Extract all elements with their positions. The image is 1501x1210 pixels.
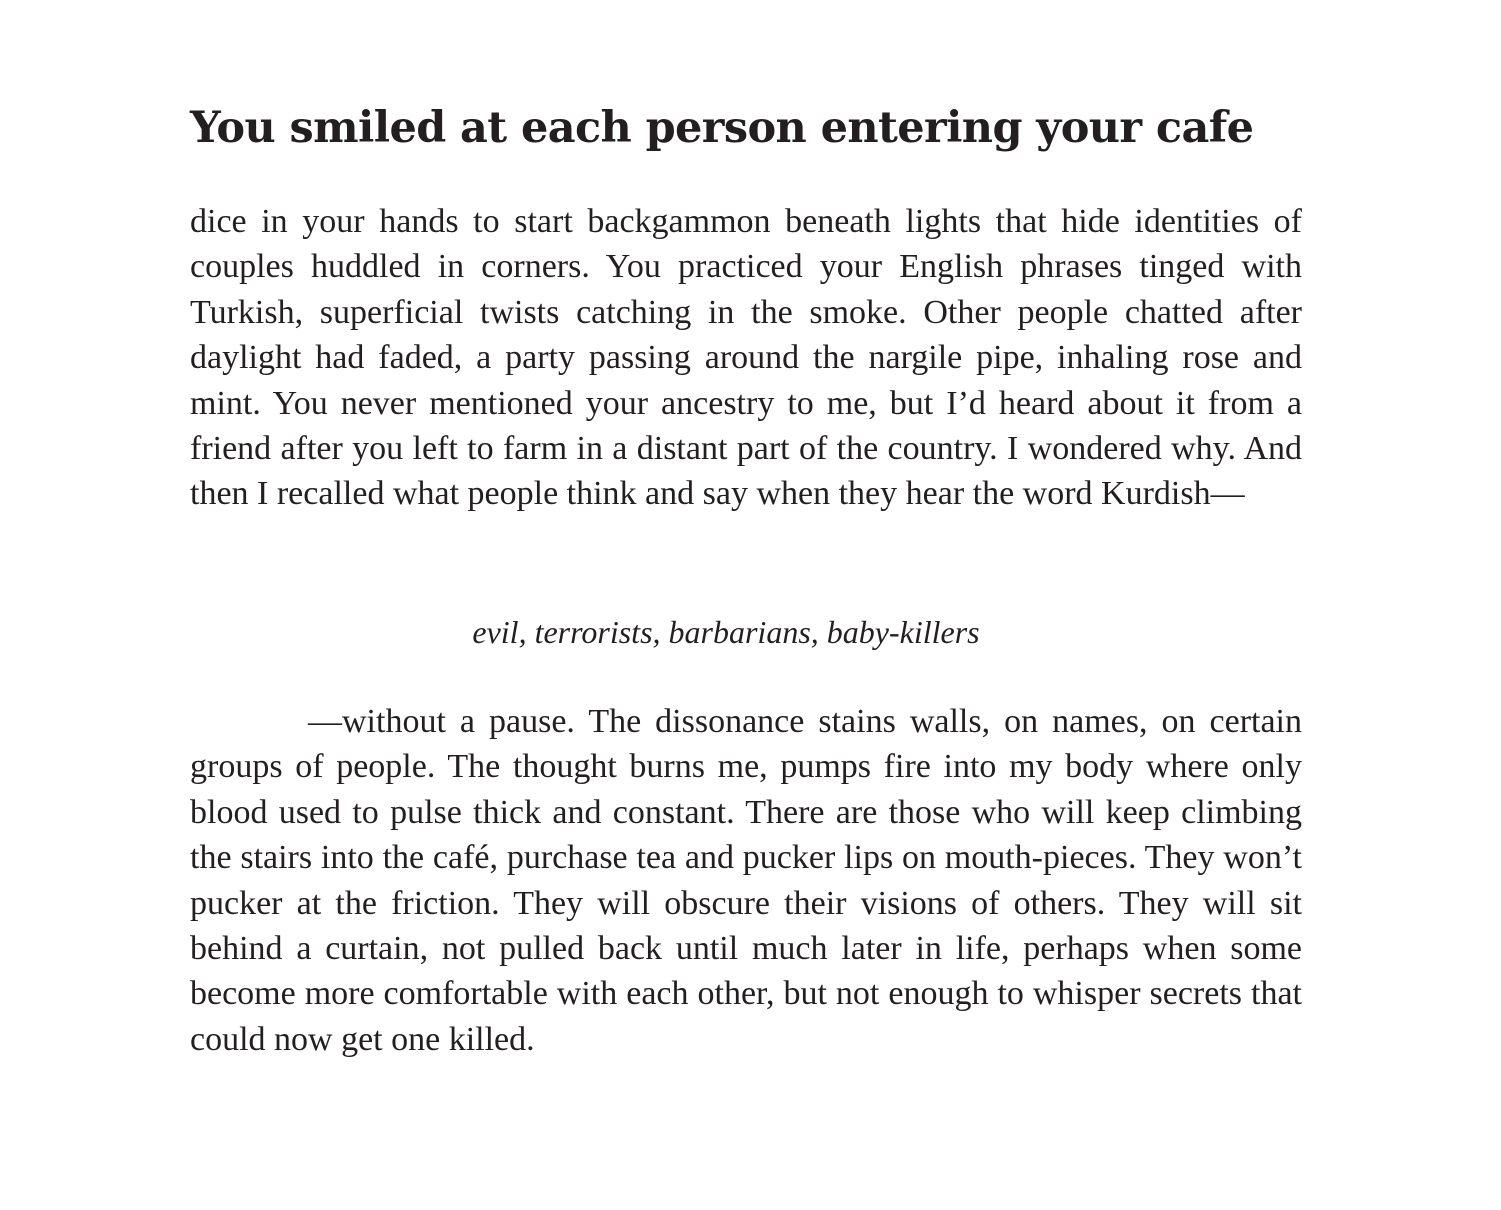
italic-epigraph: evil, terrorists, barbarians, baby-killers — [472, 614, 980, 650]
poem-title: You smiled at each person entering your cafe — [190, 103, 1254, 153]
stanza-one: dice in your hands to start backgammon beneath lights that hide identities of couples huddled in corners. You practiced your English phrases tinged with Turkish, superficial twists catching in the smoke. Other people chatted after daylight had faded, a party passing around the nargile pipe, inhaling rose and mint. You never mentioned your ancestry to me, but I’d heard about it from a friend after you left to farm in a distant part of the country. I wondered why. And then I recalled what people think and say when they hear the word Kurdish— — [190, 203, 1302, 513]
stanza-two: —without a pause. The dissonance stains walls, on names, on certain groups of people. The thought burns me, pumps fire into my body where only blood used to pulse thick and constant. There are those who will keep climbing the stairs into the café, purchase tea and pucker lips on mouth-pieces. They won’t pucker at the friction. They will obscure their visions of others. They will sit behind a curtain, not pulled back until much later in life, perhaps when some become more comfortable with each other, but not enough to whisper secrets that could now get one killed. — [190, 703, 1302, 1058]
